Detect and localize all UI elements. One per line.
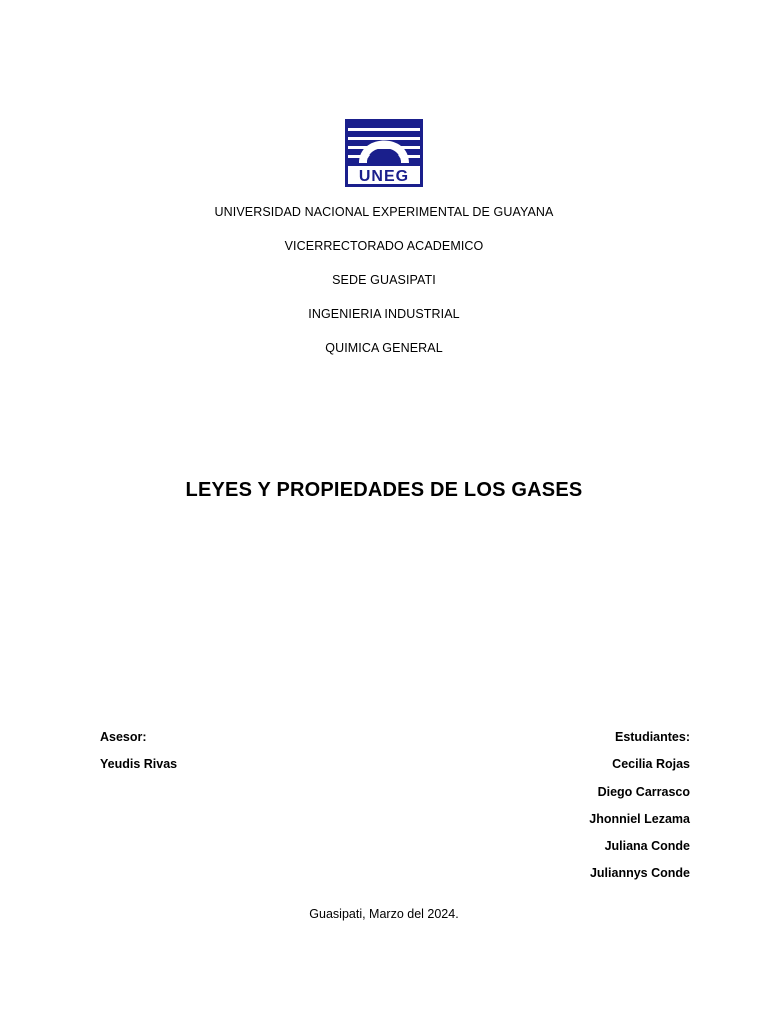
place-date: Guasipati, Marzo del 2024. — [309, 907, 459, 921]
vice-rectorate: VICERRECTORADO ACADEMICO — [284, 239, 484, 253]
document-title: LEYES Y PROPIEDADES DE LOS GASES — [185, 479, 583, 501]
student-name: Juliana Conde — [604, 839, 690, 854]
students-block — [430, 728, 690, 892]
course-name: QUIMICA GENERAL — [325, 341, 443, 355]
students-label: Estudiantes: — [614, 730, 690, 744]
student-name: Cecilia Rojas — [612, 757, 690, 772]
program-name: INGENIERIA INDUSTRIAL — [308, 307, 460, 321]
advisor-block — [100, 728, 300, 783]
university-name: UNIVERSIDAD NACIONAL EXPERIMENTAL DE GUAYANA — [214, 205, 554, 219]
uneg-logo — [345, 119, 423, 187]
advisor-label: Asesor: — [100, 730, 147, 744]
student-name: Juliannys Conde — [589, 866, 690, 881]
advisor-name: Yeudis Rivas — [100, 757, 178, 772]
student-name: Jhonniel Lezama — [589, 811, 690, 826]
campus-name: SEDE GUASIPATI — [332, 273, 436, 287]
student-name: Diego Carrasco — [597, 784, 690, 799]
logo-text: UNEG — [358, 168, 410, 185]
